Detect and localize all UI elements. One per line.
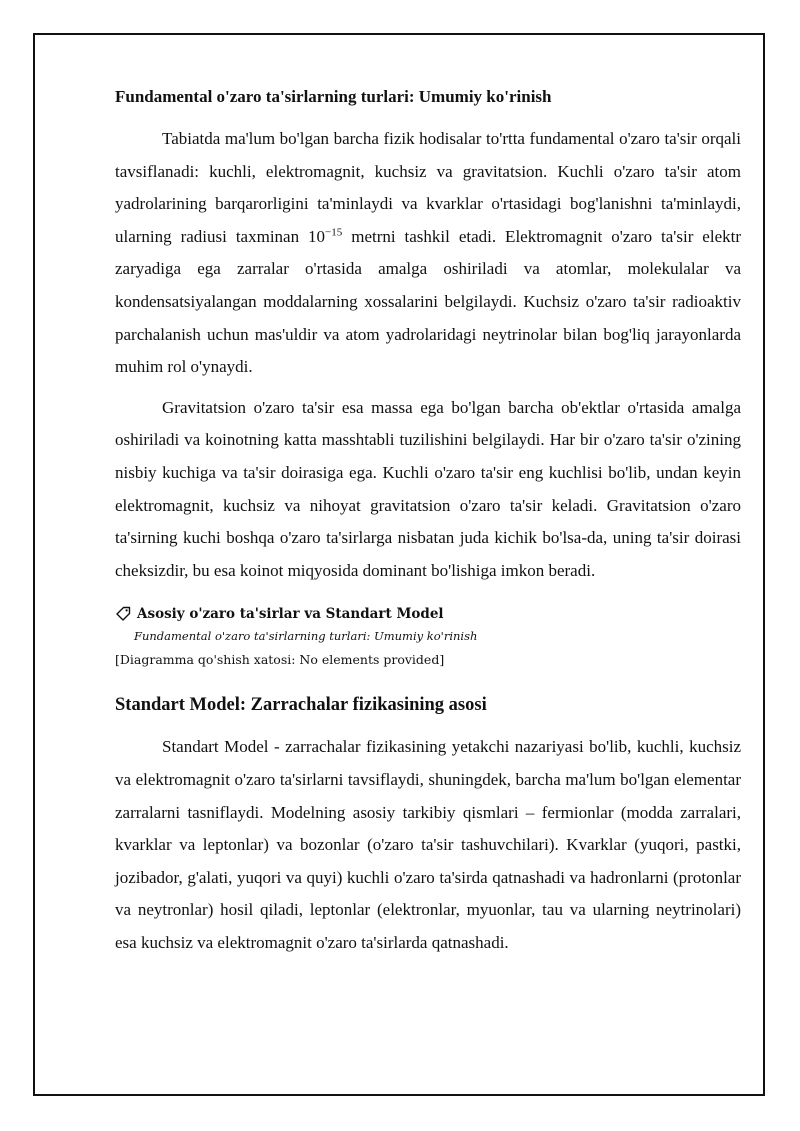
paragraph-text: metrni tashkil etadi. Elektromagnit o'zaro ta'sir elektr zaryadiga ega zarralar o'rtasida amalga oshiriladi va atomlar, molekulalar va kondensatsiyalangan moddalarning xossalarini belgilaydi. Kuchsiz o'zaro ta'sir radioaktiv parchalanish uchun mas'uldir va atom yadrolaridagi neytrinolar bilan bog'liq jarayonlarda muhim rol o'ynaydi. <box>115 226 742 377</box>
document-content <box>115 85 741 967</box>
diagram-error-message: [Diagramma qo'shish xatosi: No elements provided] <box>115 652 445 668</box>
diagram-placeholder <box>115 603 741 671</box>
paragraph-gravitation: Gravitatsion o'zaro ta'sir esa massa ega bo'lgan barcha ob'ektlar o'rtasida amalga oshiriladi va koinotning katta masshtabli tuzilishini belgilaydi. Har bir o'zaro ta'sir o'zining nisbiy kuchiga va ta'sir doirasiga ega. Kuchli o'zaro ta'sir eng kuchlisi bo'lib, undan keyin elektromagnit, kuchsiz va nihoyat gravitatsion o'zaro ta'sir keladi. Gravitatsion o'zaro ta'sirning kuchi boshqa o'zaro ta'sirlarga nisbatan juda kichik bo'lsa-da, uning ta'sir doirasi cheksizdir, bu esa koinot miqyosida dominant bo'lishiga imkon beradi. <box>115 397 741 580</box>
diagram-title: Asosiy o'zaro ta'sirlar va Standart Model <box>137 606 444 623</box>
section-heading-standard-model: Standart Model: Zarrachalar fizikasining asosi <box>115 695 487 716</box>
paragraph-interactions-overview <box>115 123 741 384</box>
diagram-subtitle: Fundamental o'zaro ta'sirlarning turlari: Umumiy ko'rinish <box>134 629 478 644</box>
diagram-title-row <box>115 603 741 625</box>
tag-icon <box>115 606 131 622</box>
paragraph-standard-model: Standart Model - zarrachalar fizikasining yetakchi nazariyasi bo'lib, kuchli, kuchsiz va elektromagnit o'zaro ta'sirlarni tavsiflaydi, shuningdek, barcha ma'lum bo'lgan elementar zarralarni tasniflaydi. Modelning asosiy tarkibiy qismlari – fermionlar (modda zarralari, kvarklar va leptonlar) va bozonlar (o'zaro ta'sir tashuvchilari). Kvarklar (yuqori, pastki, jozibador, g'alati, yuqori va quyi) kuchli o'zaro ta'sirda qatnashadi va hadronlarni (protonlar va neytronlar) hosil qiladi, leptonlar (elektronlar, myuonlar, tau va ularning neytrinolari) esa kuchsiz va elektromagnit o'zaro ta'sirlarda qatnashadi. <box>115 737 741 952</box>
paragraph-text: Tabiatda ma'lum bo'lgan barcha fizik hodisalar to'rtta fundamental o'zaro ta'sir orqali tavsiflanadi: kuchli, elektromagnit, kuchsiz va gravitatsion. Kuchli o'zaro ta'sir atom yadrolarining barqarorligini ta'minlaydi va kvarklar o'rtasidagi bog'lanishni ta'minlaydi, ularning radiusi taxminan 10 <box>115 129 741 246</box>
exponent: −15 <box>325 226 343 239</box>
section-heading-fundamental: Fundamental o'zaro ta'sirlarning turlari: Umumiy ko'rinish <box>115 87 552 106</box>
